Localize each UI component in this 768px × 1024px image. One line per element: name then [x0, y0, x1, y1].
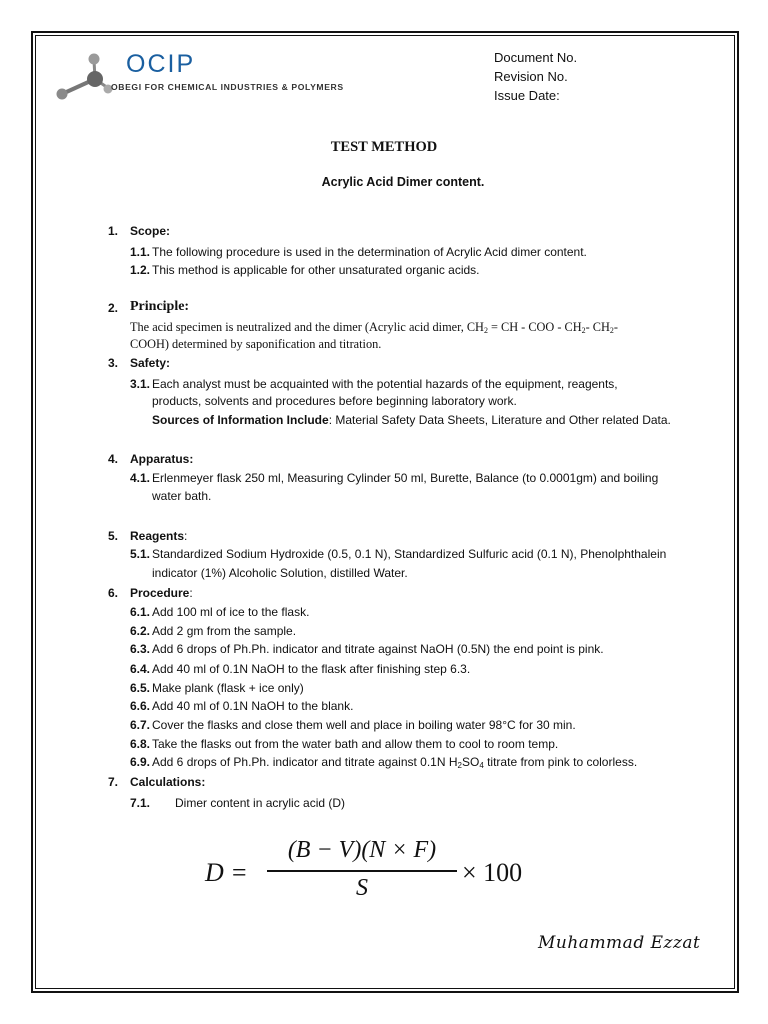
item-number: 3.1.: [130, 377, 151, 391]
item-text: Add 2 gm from the sample.: [152, 624, 297, 638]
page-title: TEST METHOD: [330, 139, 438, 155]
item-text: Take the flasks out from the water bath and allow them to cool to room temp.: [152, 737, 559, 751]
item-number: 6.7.: [130, 718, 151, 732]
item-text: Add 100 ml of ice to the flask.: [152, 605, 310, 619]
section-heading-scope: Scope:: [130, 224, 171, 238]
page-subtitle: Acrylic Acid Dimer content.: [321, 175, 485, 189]
section-number: 6.: [108, 586, 119, 600]
section-heading-calculations: Calculations:: [130, 775, 206, 789]
company-logo-text: OCIP: [126, 50, 196, 78]
document-no-label: Document No.: [494, 50, 578, 65]
item-text: Make plank (flask + ice only): [152, 681, 304, 695]
section-number: 7.: [108, 775, 119, 789]
section-heading-safety: Safety:: [130, 356, 171, 370]
document-meta: [494, 48, 577, 105]
item-text: The following procedure is used in the determination of Acrylic Acid dimer content.: [152, 245, 587, 259]
item-number: 5.1.: [130, 547, 151, 561]
item-text: Standardized Sodium Hydroxide (0.5, 0.1 N), Standardized Sulfuric acid (0.1 N), Phenolphthalein: [152, 547, 667, 561]
item-number: 6.4.: [130, 662, 151, 676]
item-number: 6.5.: [130, 681, 151, 695]
fraction-bar: [267, 870, 457, 872]
item-text: This method is applicable for other unsaturated organic acids.: [152, 263, 480, 277]
item-text: indicator (1%) Alcoholic Solution, distilled Water.: [152, 566, 408, 580]
item-text: products, solvents and procedures before beginning laboratory work.: [152, 394, 517, 408]
item-number: 1.2.: [130, 263, 151, 277]
principle-text-line1: The acid specimen is neutralized and the dimer (Acrylic acid dimer, $CH_2$ = CH - COO - $CH_2-$ $CH_2-$: [130, 320, 619, 335]
item-text: Add 40 ml of 0.1N NaOH to the blank.: [152, 699, 354, 713]
company-full-name: OBEGI FOR CHEMICAL INDUSTRIES & POLYMERS: [111, 82, 344, 92]
item-number: 4.1.: [130, 471, 151, 485]
formula-tail: × 100: [462, 858, 523, 887]
formula-numerator: (B − V)(N × F): [287, 837, 437, 863]
formula-denominator: S: [356, 875, 368, 901]
formula-lhs: D =: [205, 858, 248, 887]
item-number: 6.6.: [130, 699, 151, 713]
section-heading-procedure: Procedure:: [130, 586, 193, 600]
item-number: 6.9.: [130, 755, 151, 769]
item-text: water bath.: [152, 489, 212, 503]
section-number: 4.: [108, 452, 119, 466]
molecule-logo-icon: [50, 48, 390, 106]
section-heading-reagents: Reagents:: [130, 529, 188, 543]
item-number: 6.1.: [130, 605, 151, 619]
section-number: 5.: [108, 529, 119, 543]
item-text: Add 6 drops of Ph.Ph. indicator and titrate against 0.1N $H_2SO_4$ titrate from pink to colorless.: [152, 755, 638, 770]
revision-no-label: Revision No.: [494, 69, 568, 84]
item-number: 7.1.: [130, 796, 151, 810]
sources-info: Sources of Information Include: Material Safety Data Sheets, Literature and Other related Data.: [152, 413, 671, 427]
section-number: 1.: [108, 224, 119, 238]
principle-text-line2: COOH) determined by saponification and titration.: [130, 337, 382, 351]
item-number: 6.2.: [130, 624, 151, 638]
item-number: 6.8.: [130, 737, 151, 751]
issue-date-label: Issue Date:: [494, 88, 560, 103]
item-text: Each analyst must be acquainted with the potential hazards of the equipment, reagents,: [152, 377, 618, 391]
section-number: 2.: [108, 301, 119, 315]
item-text: Add 6 drops of Ph.Ph. indicator and titrate against NaOH (0.5N) the end point is pink.: [152, 642, 604, 656]
item-number: 1.1.: [130, 245, 151, 259]
item-text: Dimer content in acrylic acid (D): [175, 796, 346, 810]
item-text: Add 40 ml of 0.1N NaOH to the flask after finishing step 6.3.: [152, 662, 471, 676]
section-heading-apparatus: Apparatus:: [130, 452, 194, 466]
section-number: 3.: [108, 356, 119, 370]
section-heading-principle: Principle:: [130, 299, 190, 314]
item-text: Cover the flasks and close them well and place in boiling water 98°C for 30 min.: [152, 718, 576, 732]
signature: Muhammad Ezzat: [538, 933, 701, 953]
item-text: Erlenmeyer flask 250 ml, Measuring Cylinder 50 ml, Burette, Balance (to 0.0001gm) and boiling: [152, 471, 659, 485]
item-number: 6.3.: [130, 642, 151, 656]
